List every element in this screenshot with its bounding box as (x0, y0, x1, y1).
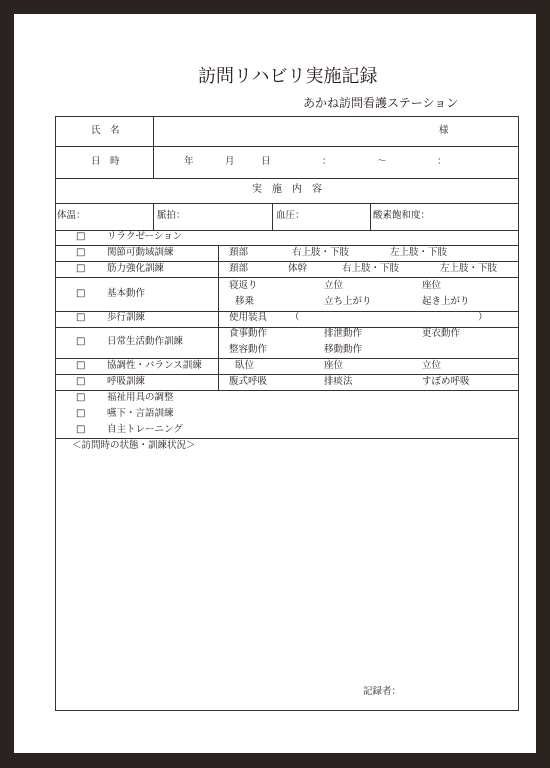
option-label: 整容動作 (229, 344, 268, 355)
option-label: 食事動作 (229, 328, 268, 339)
option-label: 起き上がり (422, 296, 470, 307)
option-label: 更衣動作 (422, 328, 461, 339)
checkbox-adl-training[interactable]: □ (76, 336, 86, 347)
checkbox-respiratory-training[interactable]: □ (76, 376, 86, 387)
row-divider (55, 178, 519, 179)
oxygen-saturation-label: 酸素飽和度： (373, 210, 431, 221)
checkbox-coordination-balance[interactable]: □ (76, 360, 86, 371)
date-day-label: 日 (261, 156, 271, 167)
item-label-assistive-device-adjustment: 福祉用具の調整 (107, 392, 174, 403)
option-label: 立ち上がり (324, 296, 372, 307)
item-label-self-training: 自主トレーニング (107, 424, 183, 435)
recorder-signature-field[interactable] (414, 684, 514, 700)
item-label-relaxation: リラクゼーション (107, 231, 183, 242)
item-label-basic-movement: 基本動作 (107, 288, 146, 299)
blood-pressure-label: 血圧： (276, 210, 305, 221)
option-label: 左上肢・下肢 (440, 263, 498, 274)
checkbox-gait-training[interactable]: □ (76, 312, 86, 323)
option-label: 立位 (324, 280, 344, 291)
option-label: 座位 (422, 280, 442, 291)
item-label-range-of-motion: 関節可動域訓練 (107, 247, 174, 258)
checkbox-range-of-motion[interactable]: □ (76, 247, 86, 258)
temperature-label: 体温： (57, 210, 86, 221)
option-label: 排痰法 (324, 376, 353, 387)
option-label: 立位 (422, 360, 442, 371)
checkbox-basic-movement[interactable]: □ (76, 288, 86, 299)
section-header: 実 施 内 容 (252, 184, 322, 195)
document-title: 訪問リハビリ実施記録 (198, 66, 378, 87)
checkbox-relaxation[interactable]: □ (76, 231, 86, 242)
option-label: 排泄動作 (324, 328, 363, 339)
pulse-label: 脈拍： (157, 210, 186, 221)
item-label-adl-training: 日常生活動作訓練 (107, 336, 184, 347)
assistive-device-field[interactable] (300, 312, 476, 325)
visit-datetime-field[interactable] (154, 147, 518, 178)
visit-notes-area[interactable] (56, 439, 518, 710)
open-parenthesis: （ (290, 312, 300, 323)
option-label: 移乗 (235, 296, 255, 307)
option-label: すぼめ呼吸 (422, 376, 470, 387)
organization-name: あかね訪問看護ステーション (303, 96, 459, 110)
option-label: 右上肢・下肢 (292, 247, 350, 258)
checkbox-assistive-device-adjustment[interactable]: □ (76, 392, 86, 403)
option-label: 頚部 (229, 247, 249, 258)
close-parenthesis: ） (478, 312, 488, 323)
notes-heading: ＜訪問時の状態・訓練状況＞ (72, 440, 196, 451)
option-label: 左上肢・下肢 (390, 247, 448, 258)
end-time-colon: ： (437, 156, 447, 167)
option-label: 移動動作 (324, 344, 363, 355)
date-month-label: 月 (225, 156, 235, 167)
patient-name-label: 氏 名 (91, 125, 120, 136)
row-divider (55, 261, 519, 262)
item-label-muscle-strengthening: 筋力強化訓練 (107, 263, 165, 274)
recorder-label: 記録者： (363, 686, 402, 697)
item-label-swallowing-speech: 嚥下・言語訓練 (107, 408, 174, 419)
checkbox-self-training[interactable]: □ (76, 424, 86, 435)
row-divider (55, 277, 519, 278)
honorific-suffix: 様 (439, 125, 449, 136)
item-label-gait-training: 歩行訓練 (107, 312, 146, 323)
row-divider (55, 374, 519, 375)
date-year-label: 年 (184, 156, 194, 167)
time-range-tilde: ～ (377, 156, 387, 167)
checkbox-muscle-strengthening[interactable]: □ (76, 263, 86, 274)
option-label: 体幹 (288, 263, 308, 274)
row-divider (55, 390, 519, 391)
item-label-respiratory-training: 呼吸訓練 (107, 376, 146, 387)
checkbox-swallowing-speech[interactable]: □ (76, 408, 86, 419)
option-label: 右上肢・下肢 (342, 263, 400, 274)
row-divider (55, 358, 519, 359)
option-label: 座位 (324, 360, 344, 371)
option-label: 腹式呼吸 (229, 376, 268, 387)
option-label: 寝返り (229, 280, 258, 291)
option-label: 臥位 (235, 360, 255, 371)
item-label-coordination-balance: 協調性・バランス訓練 (107, 360, 202, 371)
assistive-device-label: 使用装具 (229, 312, 268, 323)
option-label: 頚部 (229, 263, 249, 274)
visit-datetime-label: 日 時 (91, 156, 120, 167)
column-divider (218, 245, 219, 390)
start-time-colon: ： (322, 156, 332, 167)
patient-name-field[interactable] (154, 117, 518, 146)
row-divider (55, 245, 519, 246)
